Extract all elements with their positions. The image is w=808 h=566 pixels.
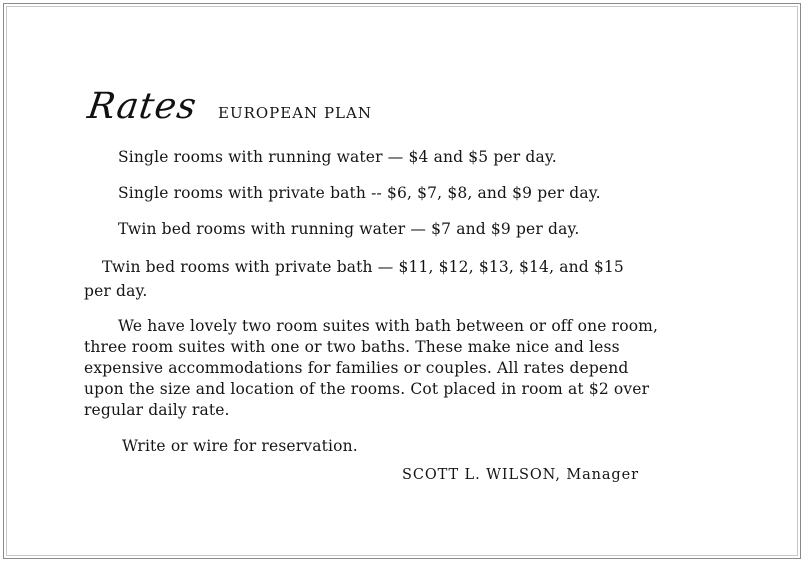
rate-twin-running-water: Twin bed rooms with running water — $7 and $9 per day. — [118, 220, 580, 238]
closing-line: Write or wire for reservation. — [122, 437, 358, 455]
rates-script-title: Rates — [85, 86, 200, 127]
rate-single-private-bath: Single rooms with private bath -- $6, $7, $8, and $9 per day. — [118, 184, 601, 202]
description-line: three room suites with one or two baths. These make nice and less — [84, 338, 620, 356]
european-plan-heading: EUROPEAN PLAN — [218, 104, 372, 122]
rate-single-running-water: Single rooms with running water — $4 and $5 per day. — [118, 148, 557, 166]
description-line: regular daily rate. — [84, 401, 230, 419]
description-line: expensive accommodations for families or couples. All rates depend — [84, 359, 629, 377]
rate-twin-private-bath: Twin bed rooms with private bath — $11, $12, $13, $14, and $15 — [102, 258, 624, 276]
rate-twin-private-bath-continued: per day. — [84, 282, 148, 300]
description-line: upon the size and location of the rooms. Cot placed in room at $2 over — [84, 380, 650, 398]
description-line: We have lovely two room suites with bath between or off one room, — [118, 317, 659, 335]
manager-signature: SCOTT L. WILSON, Manager — [402, 467, 639, 483]
